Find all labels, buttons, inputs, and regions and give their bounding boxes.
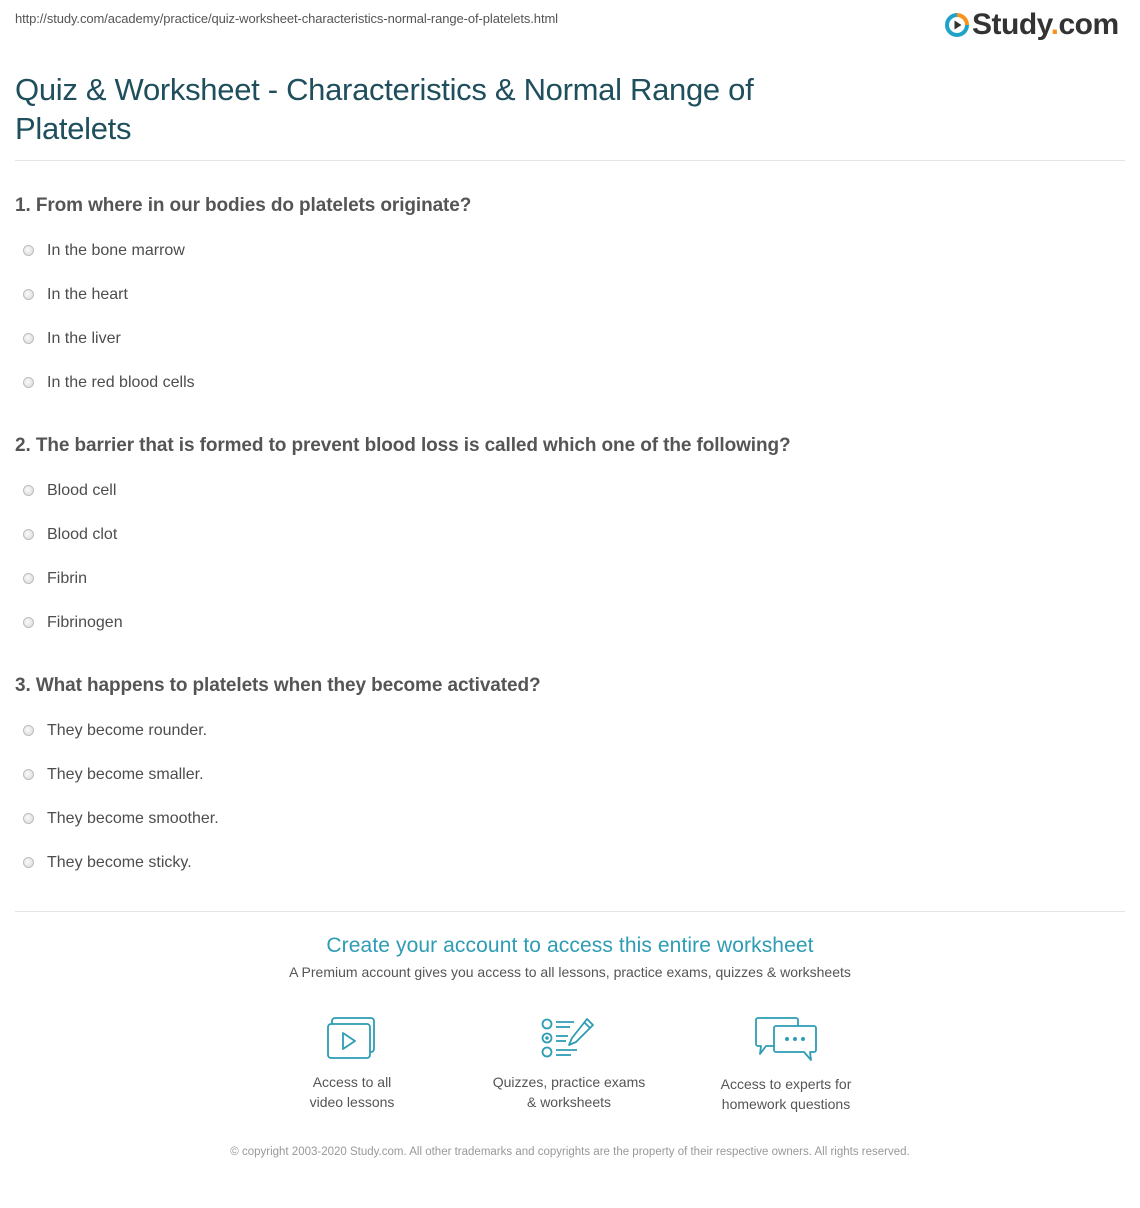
answer-option[interactable] xyxy=(23,601,790,645)
study-logo[interactable] xyxy=(945,9,1119,41)
radio-button[interactable] xyxy=(23,617,34,628)
answer-option[interactable] xyxy=(23,361,471,405)
option-label: They become sticky. xyxy=(47,854,192,871)
feature-line2: homework questions xyxy=(721,1096,851,1112)
question-2 xyxy=(15,434,790,645)
copyright-footer: © copyright 2003-2020 Study.com. All other trademarks and copyrights are the property of their respective owners. All rights reserved. xyxy=(230,1146,910,1158)
feature-line2: video lessons xyxy=(309,1094,395,1110)
answer-option[interactable] xyxy=(23,841,540,885)
radio-button[interactable] xyxy=(23,573,34,584)
radio-button[interactable] xyxy=(23,245,34,256)
answer-option[interactable] xyxy=(23,557,790,601)
radio-button[interactable] xyxy=(23,769,34,780)
radio-button[interactable] xyxy=(23,289,34,300)
option-label: In the liver xyxy=(47,330,121,347)
answer-option[interactable] xyxy=(23,797,540,841)
radio-button[interactable] xyxy=(23,529,34,540)
logo-name: Study xyxy=(972,8,1051,41)
question-text: 1. From where in our bodies do platelets originate? xyxy=(15,195,472,216)
answer-option[interactable] xyxy=(23,273,471,317)
option-label: In the red blood cells xyxy=(47,374,195,391)
radio-button[interactable] xyxy=(23,333,34,344)
question-1 xyxy=(15,194,471,405)
feature-line2: & worksheets xyxy=(526,1094,612,1110)
logo-suffix: com xyxy=(1058,8,1119,41)
option-label: In the bone marrow xyxy=(47,242,185,259)
cta-subtitle: A Premium account gives you access to all lessons, practice exams, quizzes & worksheets xyxy=(289,964,851,980)
section-divider xyxy=(15,911,1125,912)
radio-button[interactable] xyxy=(23,813,34,824)
video-lessons-icon xyxy=(326,1016,378,1060)
option-label: Fibrin xyxy=(47,570,88,587)
feature-line1: Quizzes, practice exams xyxy=(492,1074,646,1090)
feature-line1: Access to experts for xyxy=(720,1076,852,1092)
option-label: In the heart xyxy=(47,286,128,303)
feature-quizzes xyxy=(469,1016,669,1112)
radio-button[interactable] xyxy=(23,377,34,388)
option-label: They become smoother. xyxy=(47,810,219,827)
logo-dot: . xyxy=(1050,8,1059,41)
header-divider xyxy=(15,160,1125,161)
question-text: 2. The barrier that is formed to prevent blood loss is called which one of the following? xyxy=(15,435,791,456)
answer-option[interactable] xyxy=(23,753,540,797)
option-label: They become smaller. xyxy=(47,766,204,783)
feature-video-lessons xyxy=(252,1016,452,1112)
feature-line1: Access to all xyxy=(312,1074,392,1090)
option-label: Blood clot xyxy=(47,526,118,543)
option-label: Blood cell xyxy=(47,482,117,499)
page-title: Quiz & Worksheet - Characteristics & Normal Range of Platelets xyxy=(15,72,754,146)
question-text: 3. What happens to platelets when they become activated? xyxy=(15,675,541,696)
answer-option[interactable] xyxy=(23,513,790,557)
answer-option[interactable] xyxy=(23,229,471,273)
feature-experts xyxy=(686,1016,886,1114)
question-3 xyxy=(15,674,540,885)
radio-button[interactable] xyxy=(23,857,34,868)
play-logo-icon xyxy=(945,13,969,37)
radio-button[interactable] xyxy=(23,485,34,496)
option-label: They become rounder. xyxy=(47,722,208,739)
answer-option[interactable] xyxy=(23,709,540,753)
quiz-checklist-icon xyxy=(541,1016,597,1060)
create-account-link[interactable]: Create your account to access this entire worksheet xyxy=(326,934,814,957)
answer-option[interactable] xyxy=(23,317,471,361)
answer-option[interactable] xyxy=(23,469,790,513)
page-url: http://study.com/academy/practice/quiz-worksheet-characteristics-normal-range-of-platelets.html xyxy=(15,11,558,26)
chat-bubbles-icon xyxy=(754,1016,818,1062)
option-label: Fibrinogen xyxy=(47,614,123,631)
radio-button[interactable] xyxy=(23,725,34,736)
